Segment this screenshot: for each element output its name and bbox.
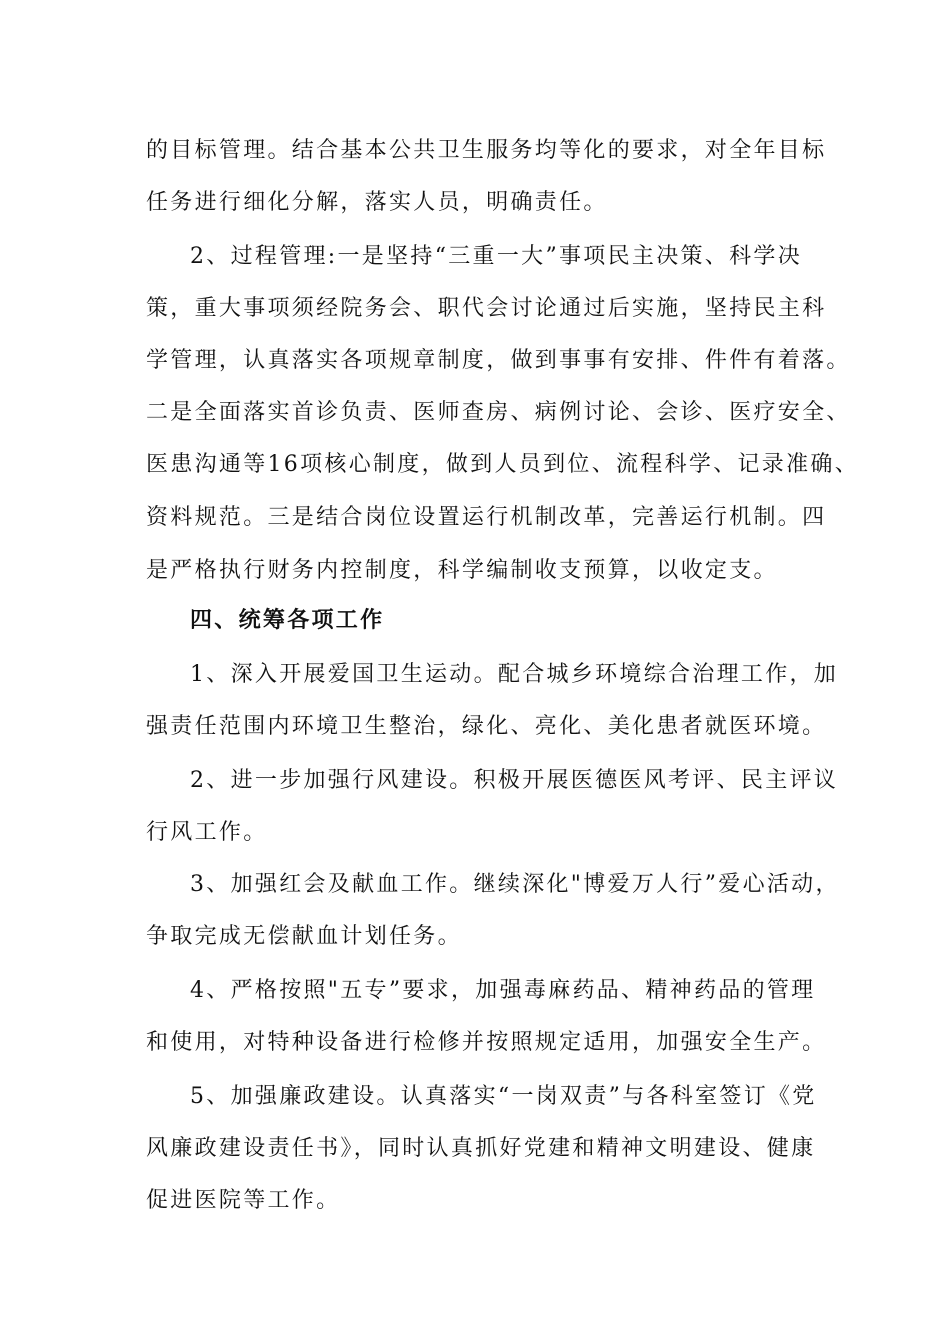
text-line: 策，重大事项须经院务会、职代会讨论通过后实施，坚持民主科 (146, 296, 827, 321)
text-line: 风廉政建设责任书》，同时认真抓好党建和精神文明建设、健康 (146, 1136, 816, 1161)
text-line: 是严格执行财务内控制度，科学编制收支预算，以收定支。 (146, 558, 778, 583)
paragraph-start-line: 4、严格按照"五专”要求，加强毒麻药品、精神药品的管理 (190, 978, 816, 1003)
paragraph-start-line: 1、深入开展爱国卫生运动。配合城乡环境综合治理工作，加 (190, 662, 839, 687)
text-line: 的目标管理。结合基本公共卫生服务均等化的要求，对全年目标 (146, 138, 827, 163)
text-line: 行风工作。 (146, 820, 268, 845)
section-heading: 四、统筹各项工作 (190, 608, 385, 633)
text-line: 争取完成无偿献血计划任务。 (146, 924, 462, 949)
text-line: 和使用，对特种设备进行检修并按照规定适用，加强安全生产。 (146, 1030, 827, 1055)
paragraph-start-line: 2、进一步加强行风建设。积极开展医德医风考评、民主评议 (190, 768, 839, 793)
text-line: 任务进行细化分解，落实人员，明确责任。 (146, 190, 608, 215)
text-line: 医患沟通等16项核心制度，做到人员到位、流程科学、记录准确、 (146, 452, 859, 477)
paragraph-start-line: 2、过程管理:一是坚持“三重一大”事项民主决策、科学决 (190, 244, 803, 269)
text-line: 二是全面落实首诊负责、医师查房、病例讨论、会诊、医疗安全、 (146, 400, 851, 425)
text-line: 资料规范。三是结合岗位设置运行机制改革，完善运行机制。四 (146, 505, 827, 530)
paragraph-start-line: 3、加强红会及献血工作。继续深化"博爱万人行”爱心活动， (190, 872, 840, 897)
text-line: 促进医院等工作。 (146, 1188, 341, 1213)
paragraph-start-line: 5、加强廉政建设。认真落实“一岗双责”与各科室签订《党 (190, 1084, 817, 1109)
text-line: 强责任范围内环境卫生整治，绿化、亮化、美化患者就医环境。 (146, 714, 827, 739)
text-line: 学管理，认真落实各项规章制度，做到事事有安排、件件有着落。 (146, 348, 851, 373)
